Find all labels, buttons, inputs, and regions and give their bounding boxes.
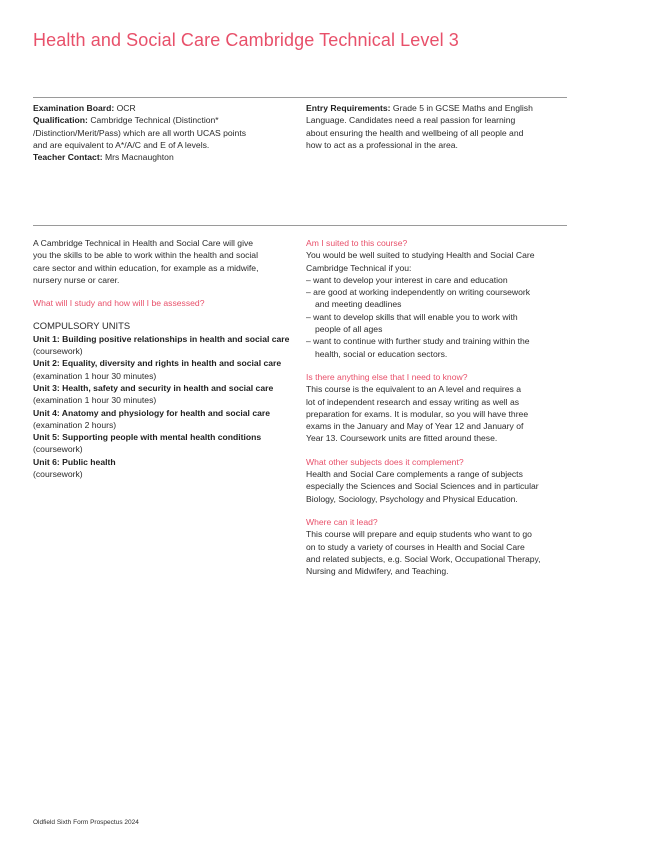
else-line: Year 13. Coursework units are fitted around these. [306,433,498,444]
qualification: Qualification: Cambridge Technical (Distinction* [33,115,219,126]
assessment-heading: What will I study and how will I be assessed? [33,298,205,309]
unit-name: Unit 6: Public health [33,456,116,467]
else-line: This course is the equivalent to an A level and requires a [306,384,521,395]
complement-line: especially the Sciences and Social Sciences and in particular [306,481,539,492]
unit-note: (coursework) [33,346,83,357]
bullet-line: health, social or education sectors. [315,348,448,359]
exam-board: Examination Board: OCR [33,103,136,113]
intro-line: nursery nurse or carer. [33,274,120,285]
intro-line: you the skills to be able to work within the health and social [33,250,258,261]
lead-line: Nursing and Midwifery, and Teaching. [306,566,449,577]
bullet-line: – are good at working independently on writing coursework [306,287,531,298]
teacher-contact: Teacher Contact: Mrs Macnaughton [33,152,174,163]
unit-note: (coursework) [33,444,83,455]
entry-line: about ensuring the health and wellbeing of all people and [306,127,524,138]
unit-name: Unit 5: Supporting people with mental health conditions [33,432,262,443]
footer-text: Oldfield Sixth Form Prospectus 2024 [33,819,139,826]
else-heading: Is there anything else that I need to know? [306,371,468,382]
else-line: exams in the January and May of Year 12 and January of [306,421,524,432]
bullet-line: people of all ages [315,324,383,335]
qualification-line: and are equivalent to A*/A/C and E of A levels. [33,139,210,150]
intro-line: A Cambridge Technical in Health and Social Care will give [33,238,254,248]
unit-note: (examination 2 hours) [33,419,117,430]
entry-line: how to act as a professional in the area. [306,139,458,150]
else-line: preparation for exams. It is modular, so you will have three [306,408,529,419]
unit-name: Unit 4: Anatomy and physiology for health and social care [33,407,271,418]
complement-line: Biology, Sociology, Psychology and Physical Education. [306,493,518,504]
lead-line: and related subjects, e.g. Social Work, Occupational Therapy, [306,553,541,564]
suited-line: You would be well suited to studying Health and Social Care [306,250,535,261]
info-left [33,102,298,163]
unit-name: Unit 1: Building positive relationships in health and social care [33,333,290,344]
info-right [306,102,571,151]
page-title: Health and Social Care Cambridge Technical Level 3 [33,30,459,50]
entry-line: Language. Candidates need a real passion for learning [306,115,516,126]
bullet-line: – want to develop your interest in care and education [306,274,508,285]
unit-name: Unit 2: Equality, diversity and rights in health and social care [33,358,282,369]
bullet-line: – want to develop skills that will enable you to work with [306,311,518,322]
bullet-line: and meeting deadlines [315,299,402,310]
lead-heading: Where can it lead? [306,516,378,527]
unit-note: (coursework) [33,469,83,480]
compulsory-units-heading: COMPULSORY UNITS [33,320,131,332]
entry-requirements: Entry Requirements: Grade 5 in GCSE Maths and English [306,103,533,113]
right-column [306,237,576,577]
unit-note: (examination 1 hour 30 minutes) [33,395,157,406]
bullet-line: – want to continue with further study and training within the [306,336,530,347]
left-column [33,237,298,480]
top-divider [33,97,567,98]
complement-heading: What other subjects does it complement? [306,456,464,467]
suited-line: Cambridge Technical if you: [306,262,412,273]
middle-divider [33,225,567,226]
unit-name: Unit 3: Health, safety and security in health and social care [33,382,274,393]
unit-note: (examination 1 hour 30 minutes) [33,370,157,381]
complement-line: Health and Social Care complements a range of subjects [306,469,523,480]
qualification-line: /Distinction/Merit/Pass) which are all worth UCAS points [33,127,247,138]
lead-line: This course will prepare and equip students who want to go [306,529,532,540]
lead-line: on to study a variety of courses in Health and Social Care [306,541,525,552]
intro-line: care sector and within education, for example as a midwife, [33,262,259,273]
suited-heading: Am I suited to this course? [306,238,408,248]
else-line: lot of independent research and essay writing as well as [306,396,520,407]
